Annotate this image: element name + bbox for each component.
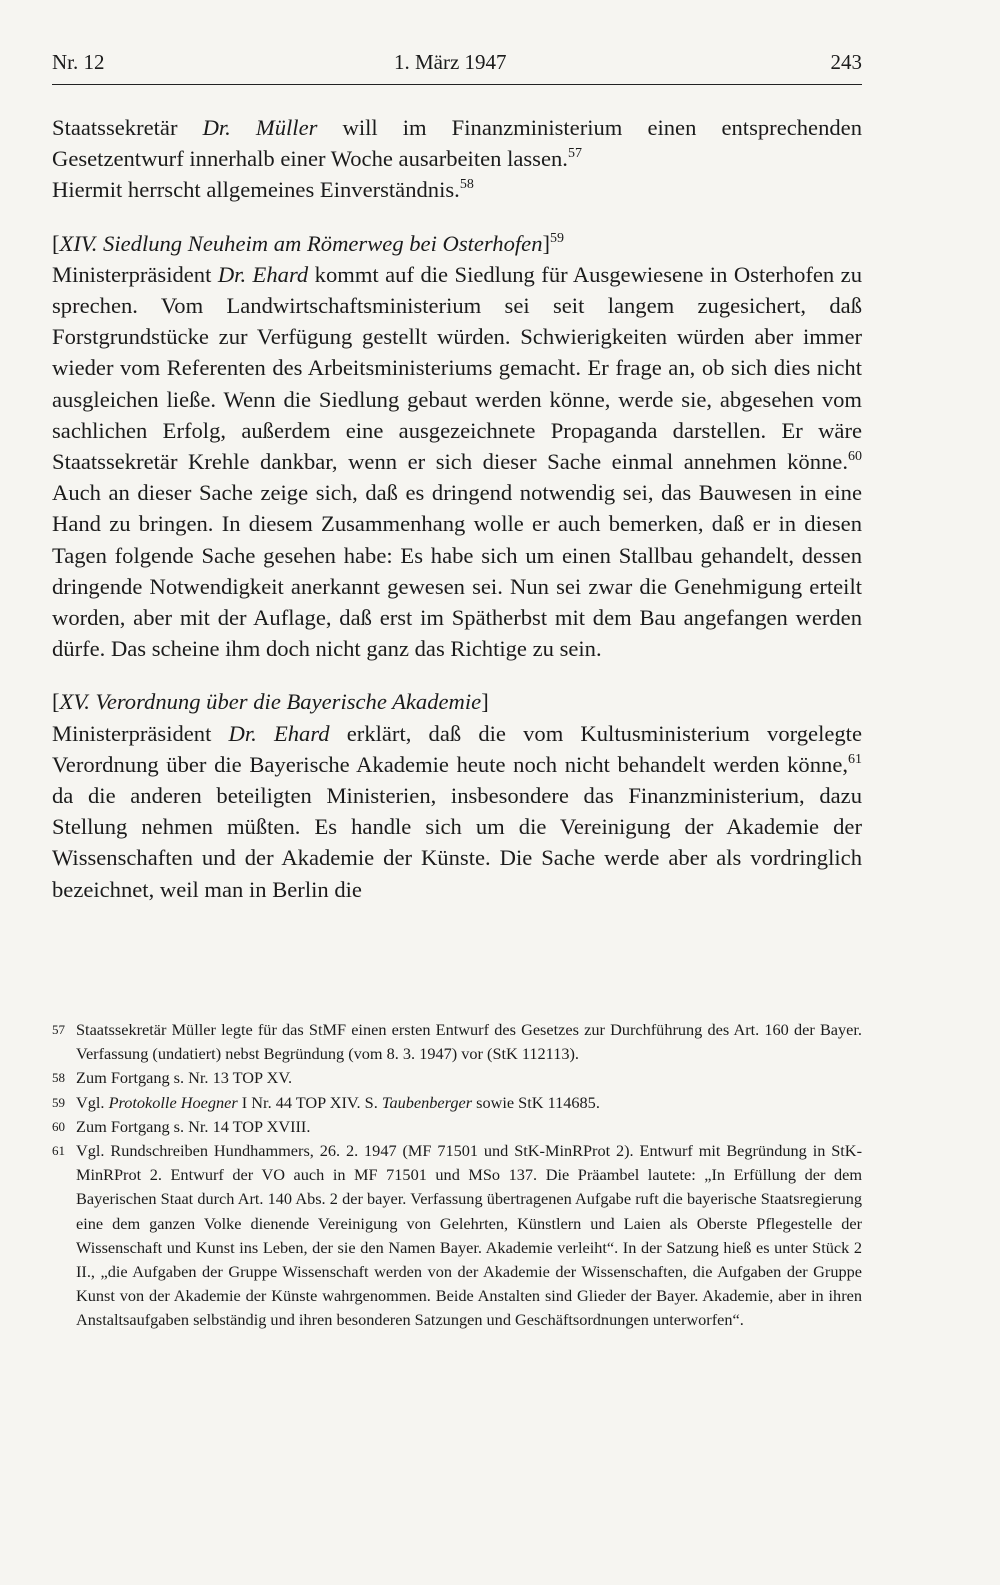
footnote-58 — [52, 1066, 862, 1090]
footnote-number: 58 — [52, 1070, 66, 1086]
person-name: Dr. Ehard — [217, 261, 309, 287]
footnote-ref-60[interactable]: 60 — [848, 448, 862, 464]
running-header — [52, 44, 862, 85]
cited-work: Protokolle Hoegner — [108, 1092, 238, 1112]
text-run: will im Finanzministerium einen entsprechenden Gesetzentwurf innerhalb einer Woche ausarbeiten lassen. — [52, 115, 862, 172]
footnote-text: Zum Fortgang s. Nr. 14 TOP XVIII. — [76, 1116, 311, 1136]
footnote-ref-59[interactable]: 59 — [550, 230, 565, 246]
footnote-ref-58[interactable]: 58 — [459, 177, 474, 193]
text-run: erklärt, daß die vom Kultusministerium vorgelegte Verordnung über die Bayerische Akademie heute noch nicht behandelt werden könne, — [52, 720, 862, 777]
bracket: [ — [52, 230, 60, 256]
section-heading-xiv — [52, 228, 862, 259]
bracket: ] — [481, 689, 489, 715]
footnote-57 — [52, 1018, 862, 1066]
section-heading-xv — [52, 686, 862, 717]
bracket: [ — [52, 689, 60, 715]
meeting-date: 1. März 1947 — [394, 50, 507, 74]
paragraph — [52, 174, 862, 205]
footnote-text: Zum Fortgang s. Nr. 13 TOP XV. — [76, 1068, 293, 1088]
text-run: Staatssekretär — [52, 115, 203, 140]
footnotes — [52, 1018, 862, 1333]
footnote-61 — [52, 1139, 862, 1333]
text-run: Hiermit herrscht allgemeines Einverständnis. — [52, 177, 460, 203]
document-number: Nr. 12 — [52, 50, 105, 74]
spacer — [52, 206, 862, 228]
footnote-ref-57[interactable]: 57 — [567, 146, 582, 162]
paragraph — [52, 259, 862, 665]
paragraph — [52, 112, 862, 174]
person-name: Dr. Müller — [202, 115, 318, 140]
footnote-text: Vgl. — [76, 1092, 109, 1112]
heading-text: XIV. Siedlung Neuheim am Römerweg bei Osterhofen — [59, 230, 543, 256]
main-text — [52, 112, 862, 905]
footnote-text: I Nr. 44 TOP XIV. S. — [237, 1092, 382, 1112]
footnote-text: Vgl. Rundschreiben Hundhammers, 26. 2. 1947 (MF 71501 und StK-MinRProt 2). Entwurf mit Begründung in StK-MinRProt 2. Entwurf der VO auch in MF 71501 und MSo 137. Die Präambel lautete: „In Erfüllung der dem Bayerischen Staat durch Art. 140 Abs. 2 der bayer. Verfassung übertragenen Aufgabe ruft die bayerische Staatsregierung eine dem ganzen Volke dienende Vereinigung von Gelehrten, Künstlern und Laien als Oberste Pflegestelle der Wissenschaft und Kunst ins Leben, der sie den Namen Bayer. Akademie verleiht“. In der Satzung hieß es unter Stück 2 II., „die Aufgaben der Gruppe Wissenschaft werden von der Akademie der Wissenschaften, die Aufgaben der Gruppe Kunst von der Akademie der Künste wahrgenommen. Beide Anstalten sind Glieder der Bayer. Akademie, aber in ihren Anstaltsaufgaben selbständig und ihren besonderen Satzungen und Geschäftsordnungen unterworfen“. — [76, 1141, 862, 1330]
text-run: kommt auf die Siedlung für Ausgewiesene in Osterhofen zu sprechen. Vom Landwirtschaftsministerium sei seit langem zugesichert, daß Forstgrundstücke zur Verfügung gestellt würden. Schwierigkeiten würden aber immer wieder vom Referenten des Arbeitsministeriums gemacht. Er frage an, ob sich dies nicht ausgleichen ließe. Wenn die Siedlung gebaut werden könne, werde sie, abgesehen vom sachlichen Erfolg, außerdem eine ausgezeichnete Propaganda darstellen. Er wäre Staatssekretär Krehle dankbar, wenn er sich dieser Sache einmal annehmen könne. — [52, 261, 862, 475]
spacer — [52, 664, 862, 686]
footnote-text: sowie StK 114685. — [472, 1092, 600, 1112]
footnote-text: Staatssekretär Müller legte für das StMF einen ersten Entwurf des Gesetzes zur Durchführung des Art. 160 der Bayer. Verfassung (undatiert) nebst Begründung (vom 8. 3. 1947) vor (StK 112113). — [76, 1020, 862, 1064]
cited-author: Taubenberger — [381, 1092, 473, 1112]
footnote-number: 60 — [52, 1118, 66, 1134]
text-run: Auch an dieser Sache zeige sich, daß es dringend notwendig sei, das Bauwesen in eine Hand zu bringen. In diesem Zusammenhang wolle er auch bemerken, daß er in diesen Tagen folgende Sache gesehen habe: Es habe sich um einen Stallbau gehandelt, dessen dringende Notwendigkeit anerkannt gewesen sei. Nun sei zwar die Genehmigung erteilt worden, aber mit der Auflage, daß erst im Spätherbst mit dem Bau angefangen werden dürfe. Das scheine ihm doch nicht ganz das Richtige zu sein. — [52, 480, 862, 662]
footnote-number: 57 — [52, 1022, 66, 1037]
person-name: Dr. Ehard — [228, 720, 330, 746]
footnote-ref-61[interactable]: 61 — [848, 751, 862, 767]
text-run: da die anderen beteiligten Ministerien, insbesondere das Finanzministerium, dazu Stellung nehmen müßten. Es handle sich um die Vereinigung der Akademie der Wissenschaften und der Akademie der Künste. Die Sache werde aber als vordringlich bezeichnet, weil man in Berlin die — [52, 783, 862, 902]
footnote-number: 61 — [52, 1143, 66, 1159]
footnote-60 — [52, 1115, 862, 1139]
paragraph — [52, 718, 862, 905]
bracket: ] — [542, 230, 551, 256]
text-run: Ministerpräsident — [52, 261, 218, 287]
footnote-59 — [52, 1091, 862, 1115]
footnote-number: 59 — [52, 1094, 66, 1110]
text-run: Ministerpräsident — [52, 720, 229, 746]
page-number: 243 — [830, 50, 862, 74]
heading-text: XV. Verordnung über die Bayerische Akademie — [59, 689, 482, 715]
